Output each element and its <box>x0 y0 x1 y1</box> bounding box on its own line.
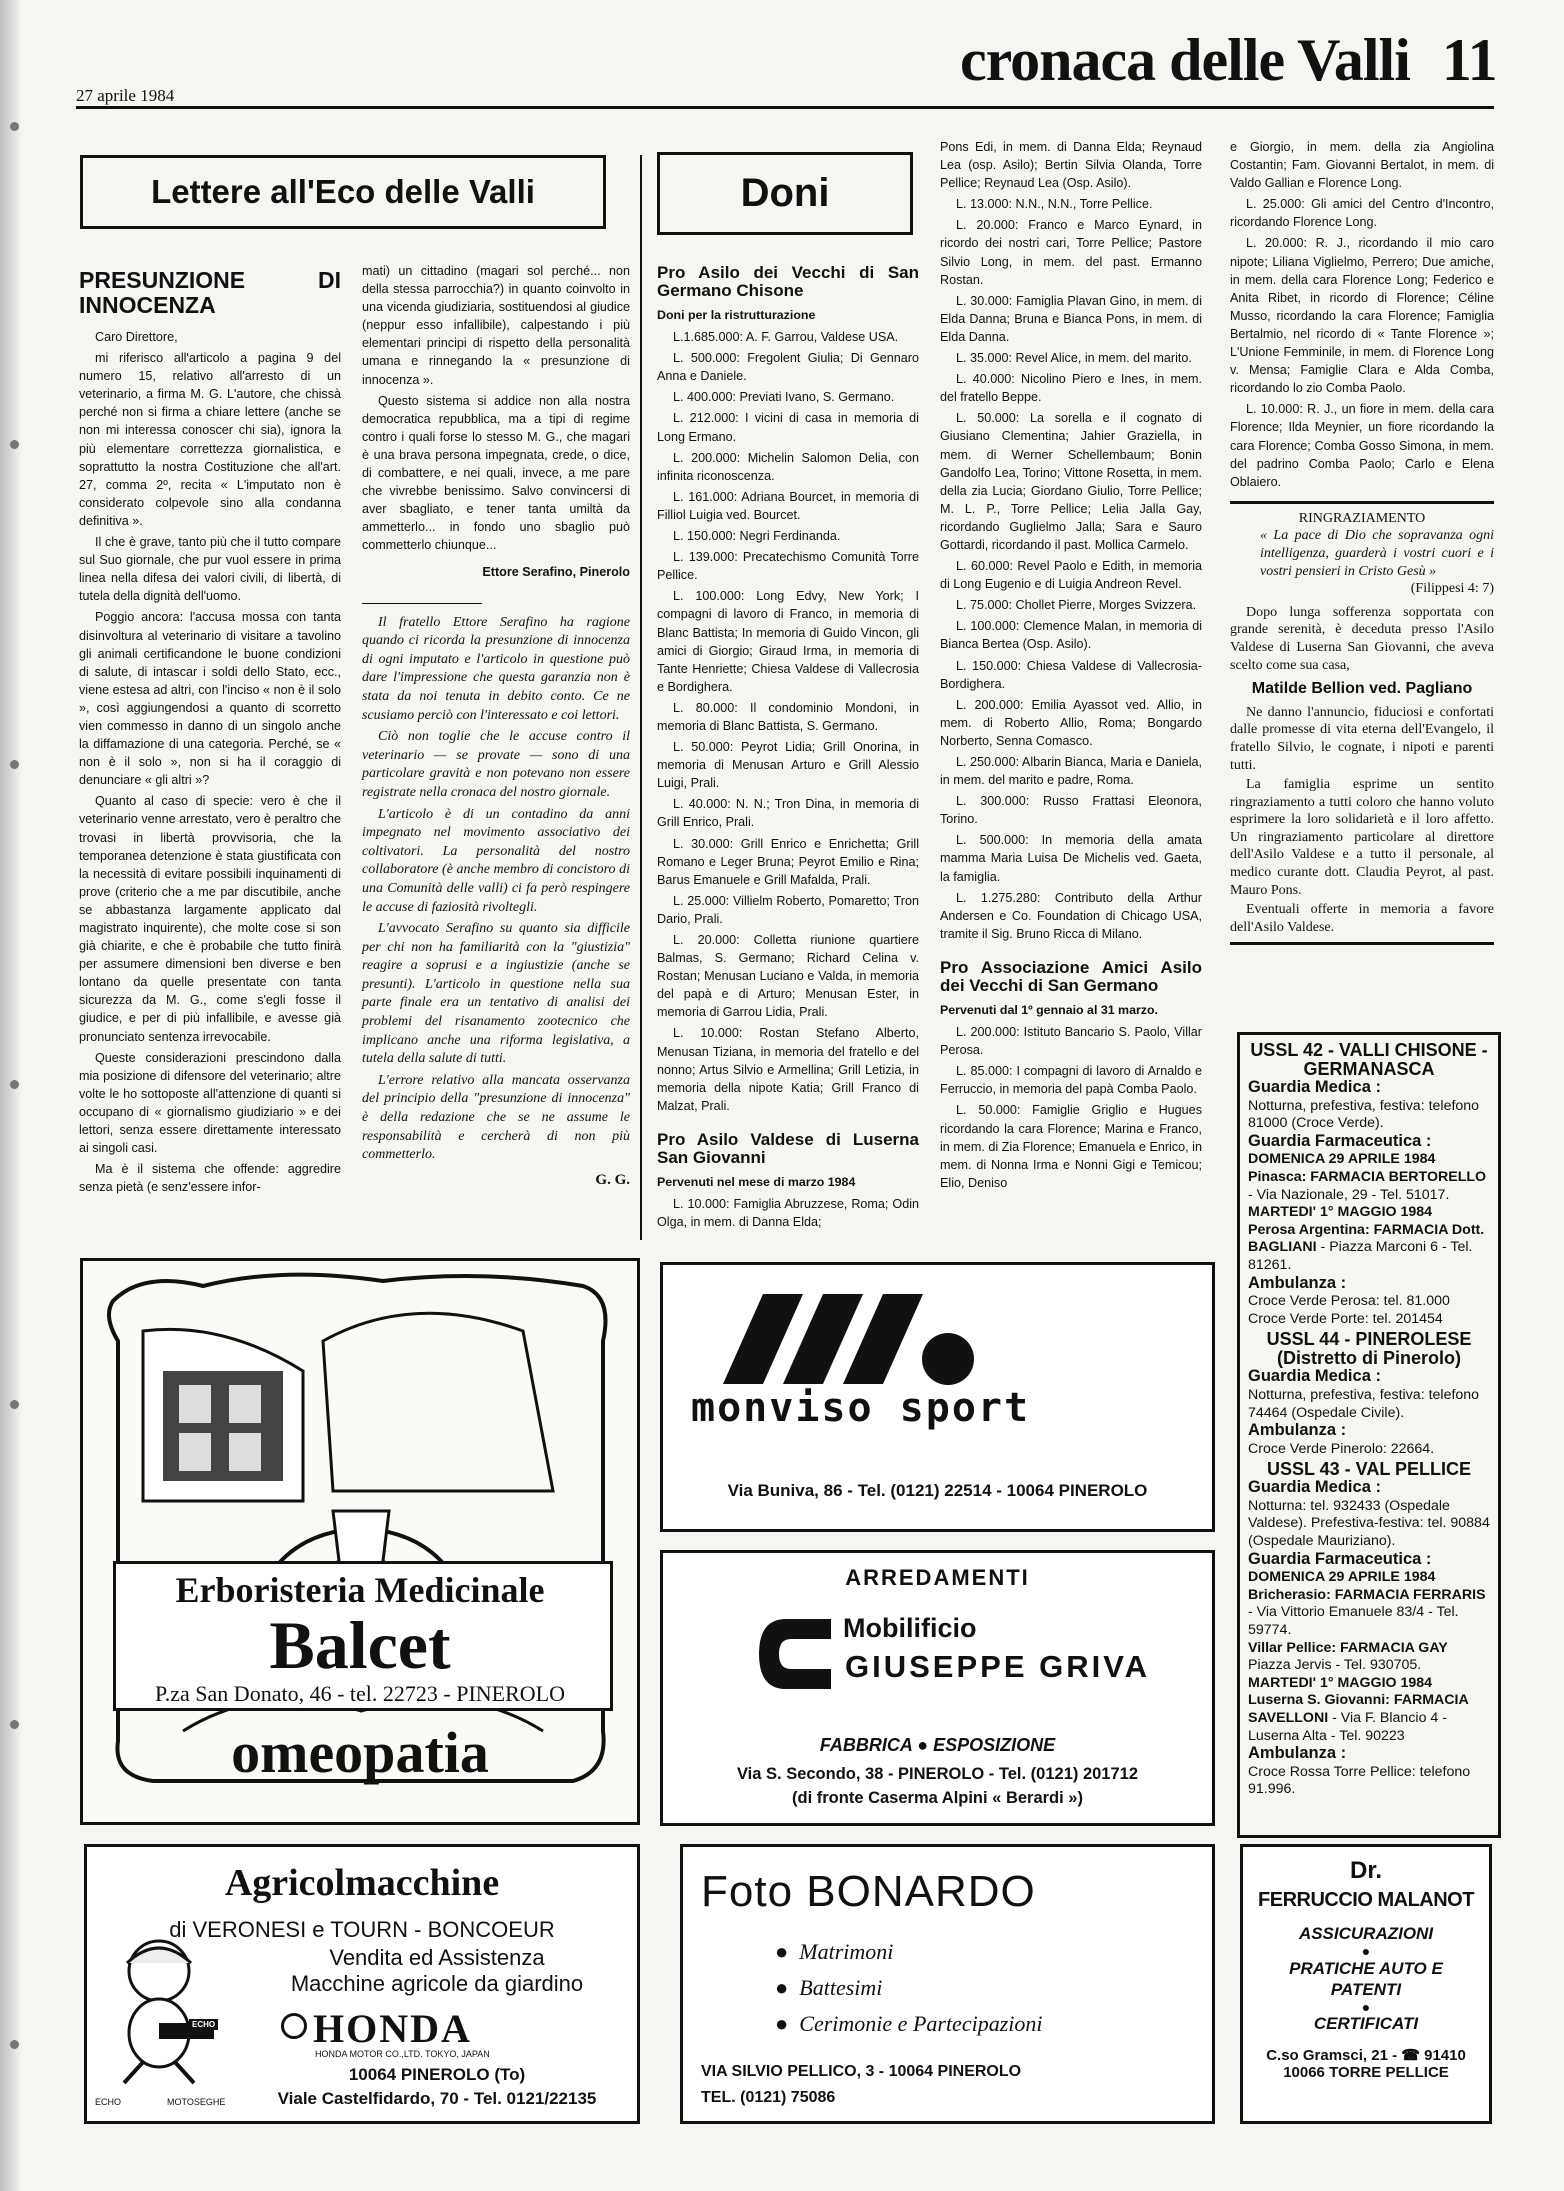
ussl-text: Piazza Jervis - Tel. 930705. <box>1248 1657 1422 1674</box>
bonardo-item-text: Battesimi <box>799 1975 883 2000</box>
bonardo-item <box>775 2011 1042 2037</box>
honda-logo: HONDA <box>313 2006 472 2051</box>
header-rule <box>76 106 1494 109</box>
page-edge <box>0 0 22 2191</box>
letter-paragraph: mati) un cittadino (magari sol perché... non della stessa parrocchia?) in quanto coinvolto in una vicenda giudiziaria, sostituendosi al giudice (neppur esso infallibile), calpestando i più elementari principi di rispetto della personalità umana e rinnegando la « presunzione di innocenza ». <box>362 264 630 387</box>
donation-entry: L. 139.000: Precatechismo Comunità Torre Pellice. <box>657 550 919 583</box>
griva-logo-icon <box>751 1609 841 1699</box>
griva-fabbrica: FABBRICA ● ESPOSIZIONE <box>819 1735 1056 1755</box>
deceased-name: Matilde Bellion ved. Pagliano <box>1251 680 1473 698</box>
doni-box-title <box>657 152 913 235</box>
divider <box>1230 501 1494 504</box>
donation-entry: L. 300.000: Russo Frattasi Eleonora, Torino. <box>940 794 1202 827</box>
ad-monviso <box>660 1262 1215 1532</box>
binding-hole <box>10 122 19 131</box>
ussl-text: Notturna: tel. 932433 (Ospedale Valdese). Prefestiva-festiva: tel. 90884 (Ospedale Mauriziano). <box>1248 1497 1490 1550</box>
ussl-text: Notturna, prefestiva, festiva: telefono 74464 (Ospedale Civile). <box>1248 1386 1480 1421</box>
ussl-label: Ambulanza : <box>1248 1273 1347 1292</box>
monviso-address: Via Buniva, 86 - Tel. (0121) 22514 - 10064 PINEROLO <box>727 1481 1148 1500</box>
ussl-label: DOMENICA 29 APRILE 1984 <box>1248 1151 1436 1168</box>
malanot-line: CERTIFICATI <box>1313 2014 1419 2033</box>
donation-entry: L. 10.000: Famiglia Abruzzese, Roma; Odin Olga, in mem. di Danna Elda; <box>657 1197 919 1230</box>
obituary-paragraph: Eventuali offerte in memoria a favore dell'Asilo Valdese. <box>1230 902 1494 935</box>
letter-paragraph: mi riferisco all'articolo a pagina 9 del numero 15, relativo all'arresto di un veterinario, a firma M. G. L'autore, che chissà perché non si firma a chiare lettere (anche se non mi interessa conoscer chi sia), ignora la più elementare correttezza giornalistica, e soprattutto la nostra Costituzione che all'art. 27, comma 2º, recita « L'imputato non è considerato colpevole sino alla condanna definitiva ». <box>79 351 341 528</box>
donation-entry: L. 60.000: Revel Paolo e Edith, in memoria di Long Eugenio e di Luigia Andreon Revel. <box>940 559 1202 592</box>
bullet-icon: ● <box>775 2011 800 2036</box>
letter-paragraph: Il che è grave, tanto più che il tutto compare sul Suo giornale, che pur vuol essere in prima linea nella difesa dei valori civili, di libertà, di tutela della dignità dell'uomo. <box>79 535 341 604</box>
echo-badge: ECHO <box>189 2019 218 2030</box>
monviso-logo-icon <box>693 1289 993 1389</box>
donation-entry: L. 500.000: In memoria della amata mamma Maria Luisa De Michelis ved. Gaeta, la famiglia. <box>940 833 1202 884</box>
bonardo-title: Foto BONARDO <box>701 1867 1036 1916</box>
ad-malanot <box>1240 1844 1492 2124</box>
donation-entry: L. 25.000: Villielm Roberto, Pomaretto; Tron Dario, Prali. <box>657 893 919 926</box>
reply-paragraph: L'articolo è di un contadino da anni impegnato nel movimento associativo dei coltivatori. La personalità del nostro collaboratore (è anche membro di concistoro di una Comunità delle valli) ci fa però respingere le accuse di faziosità rivoltegli. <box>362 806 630 915</box>
page-number: 11 <box>1441 27 1497 93</box>
donation-entry: L. 10.000: Rostan Stefano Alberto, Menusan Tiziana, in memoria del fratello e del nonno; Artus Silvio e Armellina; Grill Letizia, in memoria della nipote Katia; Grill Franco di Malzat, Prali. <box>657 1026 919 1113</box>
lettere-title-text: Lettere all'Eco delle Valli <box>151 173 535 210</box>
doni-column-3 <box>1230 138 1494 945</box>
letter-paragraph: Ma è il sistema che offende: aggredire senza pietà (e senz'essere infor- <box>79 1162 341 1195</box>
ussl-title: USSL 44 - PINEROLESE (Distretto di Pinerolo) <box>1266 1329 1472 1369</box>
ussl-text: - Via Nazionale, 29 - Tel. 51017. <box>1248 1186 1450 1203</box>
ussl-text: - Via Vittorio Emanuele 83/4 - Tel. 59774. <box>1248 1604 1459 1639</box>
letter-headline: PRESUNZIONE DI INNOCENZA <box>79 267 341 318</box>
donation-entry: L. 400.000: Previati Ivano, S. Germano. <box>673 390 895 405</box>
donation-entry: L. 200.000: Emilia Ayassot ved. Allio, in mem. di Roberto Allio, Roma; Bongardo Norberto, Senna Comasco. <box>940 697 1202 748</box>
donation-entry: L. 40.000: N. N.; Tron Dina, in memoria di Grill Enrico, Prali. <box>657 797 919 830</box>
griva-address: Via S. Secondo, 38 - PINEROLO - Tel. (0121) 201712 <box>736 1765 1139 1783</box>
donation-entry: L. 75.000: Chollet Pierre, Morges Svizzera. <box>956 598 1197 613</box>
bonardo-item-text: Matrimoni <box>799 1939 894 1964</box>
donation-entry: L. 85.000: I compagni di lavoro di Arnaldo e Ferruccio, in memoria del papà Comba Paolo. <box>940 1064 1202 1097</box>
bonardo-phone: TEL. (0121) 75086 <box>701 2089 836 2106</box>
ad-balcet <box>80 1258 640 1825</box>
binding-hole <box>10 2040 19 2049</box>
section-title: Pro Asilo Valdese di Luserna San Giovanni <box>657 1129 919 1167</box>
donation-entry: L.1.685.000: A. F. Garrou, Valdese USA. <box>673 330 899 345</box>
griva-name: GIUSEPPE GRIVA <box>845 1649 1150 1684</box>
ussl-label: Luserna S. Giovanni: FARMACIA SAVELLONI <box>1248 1692 1469 1726</box>
reply-signature: G. G. <box>595 1171 630 1188</box>
donation-entry: L. 200.000: Istituto Bancario S. Paolo, Villar Perosa. <box>940 1025 1202 1058</box>
ussl-label: Guardia Medica : <box>1248 1367 1381 1386</box>
donation-entry: L. 30.000: Grill Enrico e Enrichetta; Grill Romano e Leger Bruna; Peyrot Emilio e Rina; Barus Emanuele e Grill Mafalda, Prali. <box>657 836 919 887</box>
balcet-omeopatia: omeopatia <box>231 1720 489 1785</box>
ad-agricolmacchine <box>84 1844 640 2124</box>
malanot-address: C.so Gramsci, 21 - ☎ 91410 <box>1266 2047 1466 2064</box>
donation-entry: e Giorgio, in mem. della zia Angiolina Costantin; Fam. Giovanni Bertalot, in mem. di Valdo Gallian e Florence Long. <box>1230 140 1494 191</box>
letter-paragraph: Questo sistema si addice non alla nostra democratica repubblica, ma a tipi di regime contro i quali forse lo stesso M. G., che magari è una brava persona impegnata, crede, o dice, di combattere, e nei quali, invece, a me pare che vivrebbe benissimo. Salvo convincersi di aver sbagliato, e tener tanta umiltà da ammetterlo... in fondo uno sbaglio può commetterlo chiunque... <box>362 393 630 553</box>
balcet-name: Balcet <box>269 1607 451 1683</box>
letter-paragraph: Quanto al caso di specie: vero è che il veterinario venne arrestato, vero è peraltro che trovasi in libertà provvisoria, che la temporanea detenzione è stata giustificata con la necessità di evitare possibili inquinamenti di prove (criterio che a me par discutibile, anche se abbastanza largamente applicato dal magistrato inquirente), che molte cose si son già chiarite, e che è probabile che tutto finirà per assumere dimensioni ben diverse e ben lontano da quelle presentate con tanta sicurezza da M. G., come s'egli fosse il giudice, e per di più infallibile, e avesse già pronunciato sentenza irrevocabile. <box>79 794 341 1044</box>
divider <box>362 603 482 604</box>
reply-paragraph: Il fratello Ettore Serafino ha ragione quando ci ricorda la presunzione di innocenza di ogni imputato e l'articolo in questione può dare l'impressione che questa garanzia non è stata da noi tenuta in debito conto. Ce ne scusiamo perciò con l'interessato e coi lettori. <box>362 614 630 723</box>
letter-paragraph: Poggio ancora: l'accusa mossa con tanta disinvoltura al veterinario di visitare a tavolino gli animali certificandone le buone condizioni di salute, di intascar i soldi dello Stato, ecc., viene estesa ad altri, con l'inciso « non è il solo », così aggiungendosi a quanto di scorretto vien commesso in danno di un singolo anche la diffamazione di una categoria. Perché, se « non è il solo », non si ha il coraggio di denunciare « gli altri »? <box>79 610 341 788</box>
section-title: Pro Associazione Amici Asilo dei Vecchi di San Germano <box>940 957 1202 995</box>
ussl-text: Croce Verde Pinerolo: 22664. <box>1248 1440 1435 1457</box>
donation-entry: Pons Edi, in mem. di Danna Elda; Reynaud Lea (osp. Asilo); Bertin Silvia Olanda, Torre Pellice; Reynaud Lea (Osp. Asilo). <box>940 140 1202 191</box>
bible-reference: (Filippesi 4: 7) <box>1410 581 1494 597</box>
malanot-line: PRATICHE AUTO E PATENTI <box>1289 1959 1443 1999</box>
donation-entry: L. 13.000: N.N., N.N., Torre Pellice. <box>956 197 1153 212</box>
ussl-label: Pinasca: FARMACIA BERTORELLO <box>1248 1168 1487 1185</box>
masthead-title: cronaca delle Valli <box>960 27 1410 93</box>
lettere-column-1 <box>79 268 341 1199</box>
ussl-label: Guardia Medica : <box>1248 1478 1381 1497</box>
binding-hole <box>10 1720 19 1729</box>
binding-hole <box>10 760 19 769</box>
agricol-owners: di VERONESI e TOURN - BONCOEUR <box>169 1917 555 1942</box>
griva-top: ARREDAMENTI <box>845 1565 1030 1590</box>
ussl-label: Ambulanza : <box>1248 1744 1347 1763</box>
donation-entry: L. 35.000: Revel Alice, in mem. del marito. <box>956 351 1192 366</box>
donation-entry: L. 1.275.280: Contributo della Arthur Andersen e Co. Foundation di Chicago USA, tramite il Sig. Bruno Ricca di Milano. <box>940 890 1202 941</box>
ussl-lines-42 <box>1248 1079 1490 1328</box>
column-divider <box>640 155 642 1240</box>
bullet-icon: ● <box>1361 1943 1371 1959</box>
binding-hole <box>10 440 19 449</box>
bonardo-item <box>775 1939 893 1965</box>
agricol-city: 10064 PINEROLO (To) <box>348 2065 526 2084</box>
honda-wing-icon <box>281 2013 307 2039</box>
agricol-name: Agricolmacchine <box>224 1862 500 1904</box>
obituary-paragraph: Ne danno l'annuncio, fiduciosi e confortati dalle promesse di vita eterna dell'Evangelo, il fratello Silvio, le cognate, i nipoti e parenti tutti. <box>1230 704 1494 773</box>
bonardo-item-text: Cerimonie e Partecipazioni <box>799 2011 1043 2036</box>
donation-entry: L. 250.000: Albarin Bianca, Maria e Daniela, in mem. del marito e padre, Roma. <box>940 755 1202 788</box>
ussl-label: Villar Pellice: FARMACIA GAY <box>1248 1639 1448 1656</box>
donation-entry: L. 212.000: I vicini di casa in memoria di Long Ermano. <box>657 411 919 444</box>
donation-entry: L. 20.000: Franco e Marco Eynard, in ricordo dei nostri cari, Torre Pellice; Pastore Silvio Long, in mem. del past. Ermanno Rostan. <box>940 218 1202 287</box>
donation-entry: L. 20.000: Colletta riunione quartiere Balmas, S. Germano; Richard Celina v. Rostan; Menusan Luciano e Valda, in memoria del papà e di Arturo; Menusan Ester, in memoria di Garrou Lidia, Prali. <box>657 933 919 1020</box>
donation-entry: L. 50.000: Famiglie Griglio e Hugues ricordando la cara Florence; Marina e Franco, in mem. di Zia Florence; Emanuela e Enrico, in mem. di Nonna Irma e Nonni Gigi e Temicou; Elio, Deniso <box>940 1103 1202 1190</box>
ussl-title: USSL 42 - VALLI CHISONE - GERMANASCA <box>1250 1040 1488 1079</box>
donation-entry: L. 200.000: Michelin Salomon Delia, con infinita riconoscenza. <box>657 450 919 483</box>
ussl-label: Perosa Argentina: FARMACIA Dott. BAGLIANI <box>1248 1221 1485 1256</box>
donation-entry: L. 20.000: R. J., ricordando il mio caro nipote; Liliana Viglielmo, Perrero; Due amiche, in mem. della cara Florence Long; Federico e Anita Ribet, in ricordo di Florence; Céline Musso, ricordando la cara Florence; Famiglia Bertalmio, nel ricordo di « Tante Florence »; L'Unione Femminile, in mem. di Florence Long v. Mensa; Famiglie Clara e Alda Comba, ricordando lo zio Comba Paolo. <box>1230 236 1494 396</box>
donation-entry: L. 80.000: Il condominio Mondoni, in memoria di Blanc Battista, S. Germano. <box>657 700 919 733</box>
ussl-label: MARTEDI' 1° MAGGIO 1984 <box>1248 1674 1433 1691</box>
ussl-lines-44 <box>1248 1368 1490 1458</box>
agricol-address: Viale Castelfidardo, 70 - Tel. 0121/22135 <box>277 2089 597 2108</box>
ussl-text: Croce Rossa Torre Pellice: telefono 91.996. <box>1248 1763 1471 1798</box>
malanot-line: ASSICURAZIONI <box>1298 1924 1434 1943</box>
letter-paragraph: Queste considerazioni prescindono dalla mia posizione di difensore del veterinario; altre volte le ho sottoposte all'attenzione di quanti si occupano di « giornalismo giudiziario » e dei lettori, senza essere direttamente interessato ai singoli casi. <box>79 1050 341 1156</box>
donation-entry: L. 161.000: Adriana Bourcet, in memoria di Filliol Luigia ved. Bourcet. <box>657 489 919 522</box>
ussl-title: USSL 43 - VAL PELLICE <box>1266 1459 1472 1480</box>
motoseghe-label: MOTOSEGHE <box>167 2097 226 2107</box>
reply-paragraph: L'errore relativo alla mancata osservanza del principio della "presunzione di innocenza" è della redazione che se ne assume le responsabilità e cercherà di non più commetterlo. <box>362 1072 630 1163</box>
ad-griva <box>660 1550 1215 1826</box>
section-subtitle: Pervenuti nel mese di marzo 1984 <box>657 1174 856 1189</box>
mascot-illustration <box>99 1933 219 2103</box>
letter-signature: Ettore Serafino, Pinerolo <box>482 564 630 579</box>
ussl-label: Guardia Farmaceutica : <box>1248 1549 1432 1568</box>
ussl-text: Notturna, prefestiva, festiva: telefono 81000 (Croce Verde). <box>1248 1097 1480 1132</box>
ussl-text: - Via F. Blancio 4 - Luserna Alta - Tel. 90223 <box>1248 1710 1447 1744</box>
donation-entry: L. 50.000: La sorella e il cognato di Giusiano Clementina; Jahier Graziella, in mem. di Werner Schellembaum; Bonin Gandolfo Lea, Torino; Vittone Rosetta, in mem. della zia Lucia; Giordano Giulio, Torre Pellice; M. L. P., Torre Pellice; Lelia Jalla Gay, ricordando Guglielmo Jalla; Sara e Sauro Gottardi, ricordando il past. Mollica Carmelo. <box>940 411 1202 552</box>
ussl-text: Croce Verde Perosa: tel. 81.000 Croce Verde Porte: tel. 201454 <box>1248 1293 1450 1327</box>
donation-entry: L. 25.000: Gli amici del Centro d'Incontro, ricordando Florence Long. <box>1230 197 1494 230</box>
masthead <box>960 27 1497 93</box>
ussl-label: Guardia Farmaceutica : <box>1248 1131 1432 1150</box>
donation-entry: L. 100.000: Long Edvy, New York; I compagni di lavoro di Franco, in memoria di Blanc Battista; In memoria di Guido Vincon, gli amici di Giorgio; Giraud Irma, in memoria di Tante Henriette; Chiesa Valdese di Vallecrosia e Bordighera. <box>657 589 919 694</box>
binding-hole <box>10 1080 19 1089</box>
doni-column-2 <box>940 138 1202 1195</box>
bible-verse: « La pace di Dio che sopravanza ogni intelligenza, guarderà i vostri cuori e i vostri pensieri in Cristo Gesù » <box>1260 528 1494 579</box>
ad-bonardo <box>680 1844 1215 2124</box>
reply-paragraph: Ciò non toglie che le accuse contro il veterinario — se provate — sono di una particolare gravità e non potevano non essere registrate nella cronaca del nostro giornale. <box>362 729 630 800</box>
bonardo-address: VIA SILVIO PELLICO, 3 - 10064 PINEROLO <box>701 2063 1022 2080</box>
agricol-service: Vendita ed Assistenza <box>329 1945 545 1970</box>
balcet-line1: Erboristeria Medicinale <box>175 1570 545 1610</box>
bonardo-item <box>775 1975 882 2001</box>
ussl-text: - Piazza Marconi 6 - Tel. 81261. <box>1248 1239 1473 1273</box>
section-subtitle: Pervenuti dal 1º gennaio al 31 marzo. <box>940 1002 1158 1017</box>
donation-entry: L. 100.000: Clemence Malan, in memoria di Bianca Bertea (Osp. Asilo). <box>940 619 1202 652</box>
griva-mobilificio: Mobilificio <box>843 1613 977 1643</box>
ussl-box <box>1237 1032 1501 1838</box>
letter-salutation: Caro Direttore, <box>95 330 178 344</box>
ringraziamento <box>1230 510 1494 937</box>
lettere-column-2 <box>362 262 630 1189</box>
ussl-lines-43 <box>1248 1479 1490 1799</box>
echo-label: ECHO <box>95 2097 122 2107</box>
section-subtitle: Doni per la ristrutturazione <box>657 308 816 322</box>
ussl-label: DOMENICA 29 APRILE 1984 <box>1248 1569 1436 1586</box>
honda-subtitle: HONDA MOTOR CO.,LTD. TOKYO, JAPAN <box>315 2049 490 2059</box>
ussl-label: Guardia Medica : <box>1248 1078 1381 1096</box>
donation-entry: L. 30.000: Famiglia Plavan Gino, in mem. di Elda Danna; Bruna e Bianca Pons, in mem. di Elda Danna. <box>940 293 1202 344</box>
malanot-name: FERRUCCIO MALANOT <box>1258 1889 1474 1911</box>
ringraziamento-title: RINGRAZIAMENTO <box>1298 510 1426 526</box>
ussl-label: Bricherasio: FARMACIA FERRARIS <box>1248 1586 1486 1603</box>
donation-entry: L. 150.000: Chiesa Valdese di Vallecrosia-Bordighera. <box>940 658 1202 691</box>
bullet-icon: ● <box>775 1939 800 1964</box>
bullet-icon: ● <box>775 1975 800 2000</box>
lettere-box-title <box>80 155 606 229</box>
ussl-label: MARTEDI' 1° MAGGIO 1984 <box>1248 1204 1433 1221</box>
agricol-machines: Macchine agricole da giardino <box>290 1971 584 1996</box>
divider <box>1230 942 1494 945</box>
bullet-icon: ● <box>1361 1999 1371 2015</box>
obituary-paragraph: La famiglia esprime un sentito ringraziamento a tutti coloro che hanno voluto esprimere la loro solidarietà e il loro affetto. Un ringraziamento particolare al direttore dell'Asilo Valdese e a tutto il personale, al medico curante dott. Claudia Peyrot, al past. Mauro Pons. <box>1230 777 1494 898</box>
obituary-paragraph: Dopo lunga sofferenza sopportata con grande serenità, è deceduta presso l'Asilo Valdese di Luserna San Giovanni, che aveva scelto come sua casa, <box>1230 604 1494 673</box>
section-title: Pro Asilo dei Vecchi di San Germano Chisone <box>657 263 919 300</box>
donation-entry: L. 500.000: Fregolent Giulia; Di Gennaro Anna e Daniele. <box>657 351 919 384</box>
binding-hole <box>10 1400 19 1409</box>
donation-entry: L. 50.000: Peyrot Lidia; Grill Onorina, in memoria di Menusan Arturo e Grill Alessio Luigi, Prali. <box>657 740 919 791</box>
issue-date: 27 aprile 1984 <box>76 86 175 105</box>
ussl-label: Ambulanza : <box>1248 1421 1347 1440</box>
malanot-city: 10066 TORRE PELLICE <box>1283 2064 1449 2081</box>
doni-column-1 <box>657 254 919 1234</box>
balcet-address: P.za San Donato, 46 - tel. 22723 - PINEROLO <box>154 1681 565 1706</box>
griva-note: (di fronte Caserma Alpini « Berardi ») <box>792 1789 1083 1807</box>
reply-paragraph: L'avvocato Serafino su quanto sia difficile per chi non ha familiarità con la "giustizia" reagire a soprusi e a ingiustizie (anche se presunti). L'articolo in questione nella sua parte finale era un tentativo di analisi dei problemi del risanamento zootecnico che implicano anche una riforma legislativa, a tutela della salute di tutti. <box>362 921 630 1067</box>
donation-entry: L. 40.000: Nicolino Piero e Ines, in mem. del fratello Beppe. <box>940 372 1202 405</box>
monviso-name: monviso sport <box>691 1385 1031 1431</box>
donation-entry: L. 150.000: Negri Ferdinanda. <box>673 529 841 544</box>
malanot-title: Dr. <box>1349 1857 1382 1884</box>
donation-entry: L. 10.000: R. J., un fiore in mem. della cara Florence; Ilda Meynier, un fiore ricordando la cara Florence; Comba Gosso Simona, in mem. del padrino Comba Paolo; Carlo e Elena Oblaiero. <box>1230 402 1494 489</box>
doni-title-text: Doni <box>740 171 830 215</box>
